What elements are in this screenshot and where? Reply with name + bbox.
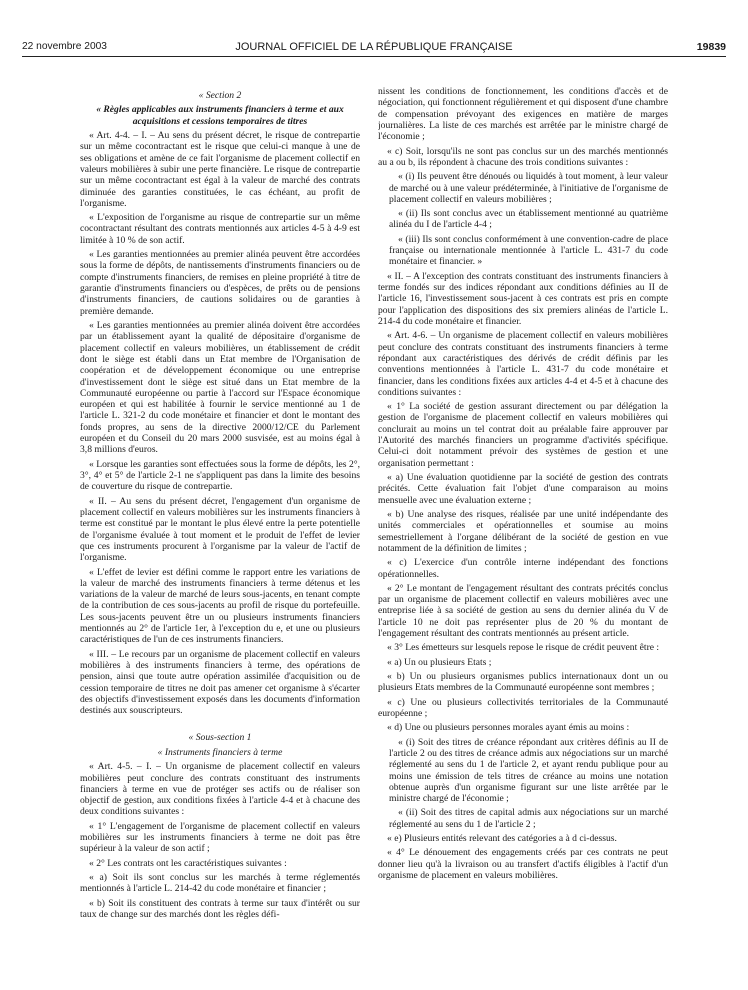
paragraph: « Art. 4-4. – I. – Au sens du présent décret, le risque de contrepartie sur un même cocontractant est le risque que celui-ci manque à une de ses obligations et amène de ce fait l'organisme de placement collectif en valeurs mobilières à subir une perte financière. Le risque de contrepartie sur un même cocontractant est égal à la valeur de marché des contrats diminuée des garanties constituées, le cas échéant, au profit de l'organisme. [80,129,360,209]
paragraph: « e) Plusieurs entités relevant des catégories a à d ci-dessus. [387,833,617,845]
page-header [22,41,726,57]
paragraph: « 1° La société de gestion assurant directement ou par délégation la gestion de l'organisme de placement collectif en valeurs mobilières qui conclurait au moins un tel contrat doit au préalable faire approuver par l'Autorité des marchés financiers un programme d'activités spécifique. Celui-ci doit notamment prévoir des systèmes de gestion et une organisation permettant : [378,401,668,469]
paragraph: « b) Un ou plusieurs organismes publics internationaux dont un ou plusieurs Etats membres de la Communauté européenne sont membres ; [378,671,668,694]
paragraph: « c) L'exercice d'un contrôle interne indépendant des fonctions opérationnelles. [378,557,668,580]
paragraph: « d) Une ou plusieurs personnes morales ayant émis au moins : [387,722,630,734]
paragraph: « (ii) Soit des titres de capital admis aux négociations sur un marché réglementé au sens du 1 de l'article 2 ; [389,807,668,830]
paragraph: « Lorsque les garanties sont effectuées sous la forme de dépôts, les 2°, 3°, 4° et 5° de l'article 2-1 ne s'appliquent pas dans la limite des besoins de couverture du risque de contrepartie. [80,458,360,493]
paragraph: « L'effet de levier est défini comme le rapport entre les variations de la valeur de marché des instruments financiers à terme détenus et les variations de la valeur de marché de leurs sous-jacents, en tenant compte de la contribution de ces sous-jacents au profil de risque du portefeuille. Les sous-jacents peuvent être un ou plusieurs instruments financiers mentionnés au 2° de l'article 1er, à l'exception du e, et une ou plusieurs caractéristiques de l'un de ces instruments financiers. [80,566,360,646]
left-column [80,86,360,982]
paragraph: « II. – A l'exception des contrats constituant des instruments financiers à terme fondés sur des indices répondant aux conditions définies au II de l'article 16, l'investissement sous-jacent à ces contrats est pris en compte pour l'application des dispositions des six premiers alinéas de l'article L. 214-4 du code monétaire et financier. [378,270,668,327]
paragraph: « c) Soit, lorsqu'ils ne sont pas conclus sur un des marchés mentionnés au a ou b, ils répondent à chacune des trois conditions suivantes : [378,145,668,168]
paragraph: « Art. 4-6. – Un organisme de placement collectif en valeurs mobilières peut conclure des contrats constituant des instruments financiers à terme répondant aux caractéristiques des dérivés de crédit définis par les conventions mentionnées à l'article L. 431-7 du code monétaire et financier, dans les conditions fixées aux articles 4-4 et 4-5 et à chacune des conditions suivantes : [378,330,668,398]
subsection-title: « Sous-section 1 [188,731,252,743]
paragraph: « (iii) Ils sont conclus conformément à une convention-cadre de place française ou internationale mentionnée à l'article L. 431-7 du code monétaire et financier. » [389,233,668,268]
subsection-subtitle: « Instruments financiers à terme [157,746,283,758]
paragraph: « 2° Les contrats ont les caractéristiques suivantes : [89,857,287,869]
section-subtitle: « Règles applicables aux instruments financiers à terme et aux acquisitions et cessions temporaires de titres [96,104,344,127]
paragraph: « b) Soit ils constituent des contrats à terme sur taux d'intérêt ou sur taux de change sur des marchés dont les règles défi- [80,897,360,920]
spacer [80,720,360,728]
paragraph: « a) Un ou plusieurs Etats ; [387,656,492,668]
paragraph: « (i) Ils peuvent être dénoués ou liquidés à tout moment, à leur valeur de marché ou à une valeur prédéterminée, à l'initiative de l'organisme de placement collectif en valeurs mobilières ; [389,171,668,205]
paragraph: « (ii) Ils sont conclus avec un établissement mentionné au quatrième alinéa du I de l'article 4-4 ; [389,208,668,231]
section-title: « Section 2 [198,90,242,101]
paragraph: « II. – Au sens du présent décret, l'engagement d'un organisme de placement collectif en valeurs mobilières sur les instruments financiers à terme est constitué par le montant le plus élevé entre la perte potentielle de l'organisme évaluée à tout moment et le produit de l'effet de levier que ces instruments procurent à l'organisme par la valeur de l'actif de l'organisme. [80,495,360,564]
paragraph: « Art. 4-5. – I. – Un organisme de placement collectif en valeurs mobilières peut conclure des contrats constituant des instruments financiers à terme en vue de protéger ses actifs ou de réaliser son objectif de gestion, aux conditions fixées à l'article 4-4 et à chacune des deux conditions suivantes : [80,761,360,818]
paragraph: nissent les conditions de fonctionnement, les conditions d'accès et de négociation, qui fonctionnent régulièrement et qui disposent d'une chambre de compensation prévoyant des exigences en matière de marges journalières. La liste de ces marchés est arrêtée par le ministre chargé de l'économie ; [378,86,668,143]
paragraph: « b) Une analyse des risques, réalisée par une unité indépendante des unités commerciales et opérationnelles et soumise au moins semestriellement à l'organe délibérant de la société de gestion en vue notamment de la définition de limites ; [378,508,668,554]
header-journal-title: JOURNAL OFFICIEL DE LA RÉPUBLIQUE FRANÇAISE [235,41,513,53]
right-column [378,86,668,982]
paragraph: « 4° Le dénouement des engagements créés par ces contrats ne peut donner lieu qu'à la livraison ou au transfert d'actifs éligibles à l'actif d'un organisme de placement en valeurs mobilières. [378,847,668,881]
header-rule [22,56,726,57]
paragraph: « Les garanties mentionnées au premier alinéa doivent être accordées par un établissement ayant la qualité de dépositaire d'organisme de placement collectif en valeurs mobilières, un établissement de crédit dont le siège est établi dans un Etat membre de l'Organisation de coopération et de développement économique ou une entreprise d'investissement dont le siège est situé dans un Etat membre de la Communauté européenne ou partie à l'accord sur l'Espace économique européen et qui est habilitée à fournir le service mentionné au 1 de l'article L. 321-2 du code monétaire et financier et dont le montant des fonds propres, au sens de la directive 2000/12/CE du Parlement européen et du Conseil du 20 mars 2000 susvisée, est au moins égal à 3,8 millions d'euros. [80,319,360,456]
paragraph: « L'exposition de l'organisme au risque de contrepartie sur un même cocontractant résultant des contrats mentionnés aux articles 4-5 à 4-9 est limitée à 10 % de son actif. [80,212,360,246]
paragraph: « c) Une ou plusieurs collectivités territoriales de la Communauté européenne ; [378,696,668,719]
paragraph: « 2° Le montant de l'engagement résultant des contrats précités conclus par un organisme de placement collectif en valeurs mobilières avec une entreprise liée à sa société de gestion au sens du dernier alinéa du V de l'article 10 ne doit pas représenter plus de 20 % du montant de l'engagement résultant des contrats mentionnés au présent article. [378,582,668,640]
paragraph: « 1° L'engagement de l'organisme de placement collectif en valeurs mobilières sur les instruments financiers à terme ne doit pas être supérieur à la valeur de son actif ; [80,820,360,855]
header-page-number: 19839 [696,41,726,53]
paragraph: « a) Une évaluation quotidienne par la société de gestion des contrats précités. Cette évaluation fait l'objet d'une comparaison au moins mensuelle avec une évaluation externe ; [378,472,668,506]
paragraph: « (i) Soit des titres de créance répondant aux critères définis au II de l'article 2 ou des titres de créance admis aux négociations sur un marché réglementé au sens du 1 de l'article 2, et ayant rendu publique pour au moins une émission de tels titres de créance au moins une notation obtenue auprès d'un organisme figurant sur une liste arrêtée par le ministre chargé de l'économie ; [389,736,668,805]
paragraph: « Les garanties mentionnées au premier alinéa peuvent être accordées sous la forme de dépôts, de nantissements d'instruments financiers ou de compte d'instruments financiers, de remises en pleine propriété à titre de garantie d'instruments financiers ou d'espèces, de prêts ou de pensions d'instruments financiers, de cautions solidaires ou de garanties à première demande. [80,249,360,317]
paragraph: « a) Soit ils sont conclus sur les marchés à terme réglementés mentionnés à l'article L. 214-42 du code monétaire et financier ; [80,872,360,895]
header-date: 22 novembre 2003 [22,41,107,52]
paragraph: « III. – Le recours par un organisme de placement collectif en valeurs mobilières à des instruments financiers à terme, des opérations de pension, ainsi que toute autre opération assimilée d'acquisition ou de cession temporaire de titres ne doit pas amener cet organisme à s'écarter des objectifs d'investissement exposés dans les documents d'information destinés aux souscripteurs. [80,648,360,717]
paragraph: « 3° Les émetteurs sur lesquels repose le risque de crédit peuvent être : [387,642,660,654]
